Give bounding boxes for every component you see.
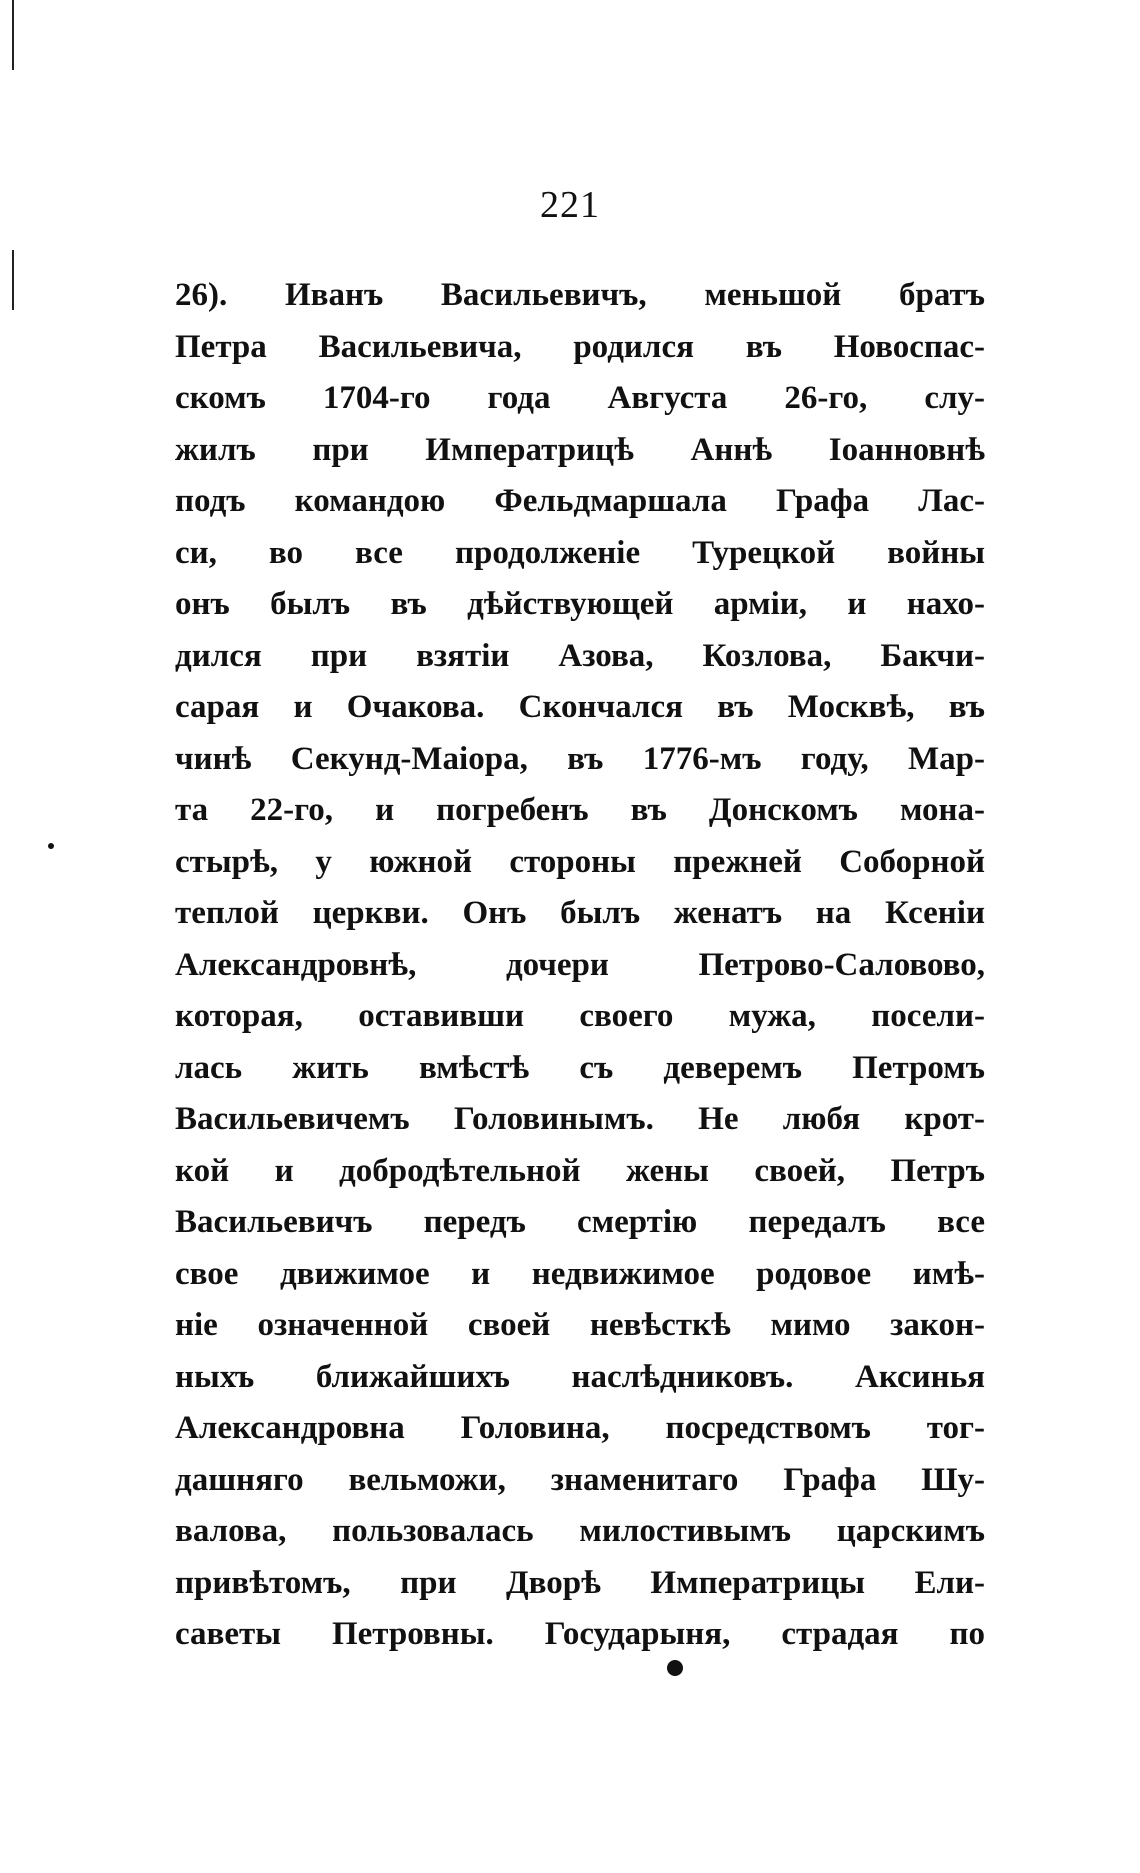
text-line: Александровна Головина, посредствомъ тог- [175, 1410, 985, 1446]
text-line: Александровнѣ, дочери Петрово-Саловово, [175, 946, 985, 983]
text-line: си, во все продолженіе Турецкой войны [175, 534, 985, 571]
text-line: стырѣ, у южной стороны прежней Соборной [175, 843, 985, 880]
text-line: которая, оставивши своего мужа, посели- [175, 998, 985, 1034]
text-line: теплой церкви. Онъ былъ женатъ на Ксеніи [175, 895, 985, 931]
text-line: дился при взятіи Азова, Козлова, Бакчи- [175, 637, 985, 674]
text-line: подъ командою Фельдмаршала Графа Лас- [175, 483, 985, 519]
text-line: ніе означенной своей невѣсткѣ мимо закон- [175, 1307, 985, 1343]
ink-speck [667, 1660, 683, 1676]
text-line: привѣтомъ, при Дворѣ Императрицы Ели- [175, 1564, 985, 1601]
text-line: онъ былъ въ дѣйствующей арміи, и нахо- [175, 586, 985, 622]
text-line: кой и добродѣтельной жены своей, Петръ [175, 1152, 985, 1189]
scan-edge-mark [12, 250, 14, 310]
text-line: сарая и Очакова. Скончался въ Москвѣ, въ [175, 689, 985, 725]
text-line: жилъ при Императрицѣ Аннѣ Іоанновнѣ [175, 431, 985, 468]
text-line: 26). Иванъ Васильевичъ, меньшой братъ [175, 277, 985, 313]
text-line: ныхъ ближайшихъ наслѣдниковъ. Аксинья [175, 1358, 985, 1395]
text-line: скомъ 1704-го года Августа 26-го, слу- [175, 380, 985, 416]
text-line: саветы Петровны. Государыня, страдая по [175, 1616, 985, 1652]
text-line: валова, пользовалась милостивымъ царскимъ [175, 1513, 985, 1549]
page-number: 221 [540, 184, 600, 226]
body-text [175, 270, 985, 1661]
text-line: свое движимое и недвижимое родовое имѣ- [175, 1255, 985, 1292]
text-line: Петра Васильевича, родился въ Новоспас- [175, 328, 985, 365]
text-line: Васильевичемъ Головинымъ. Не любя крот- [175, 1101, 985, 1137]
text-line: чинѣ Секунд-Маіора, въ 1776-мъ году, Мар- [175, 740, 985, 777]
text-line: Васильевичъ передъ смертію передалъ все [175, 1204, 985, 1240]
text-line: та 22-го, и погребенъ въ Донскомъ мона- [175, 792, 985, 828]
scan-edge-mark [12, 0, 14, 70]
text-line: лась жить вмѣстѣ съ деверемъ Петромъ [175, 1049, 985, 1086]
text-line: дашняго вельможи, знаменитаго Графа Шу- [175, 1461, 985, 1498]
ink-speck [48, 843, 54, 849]
